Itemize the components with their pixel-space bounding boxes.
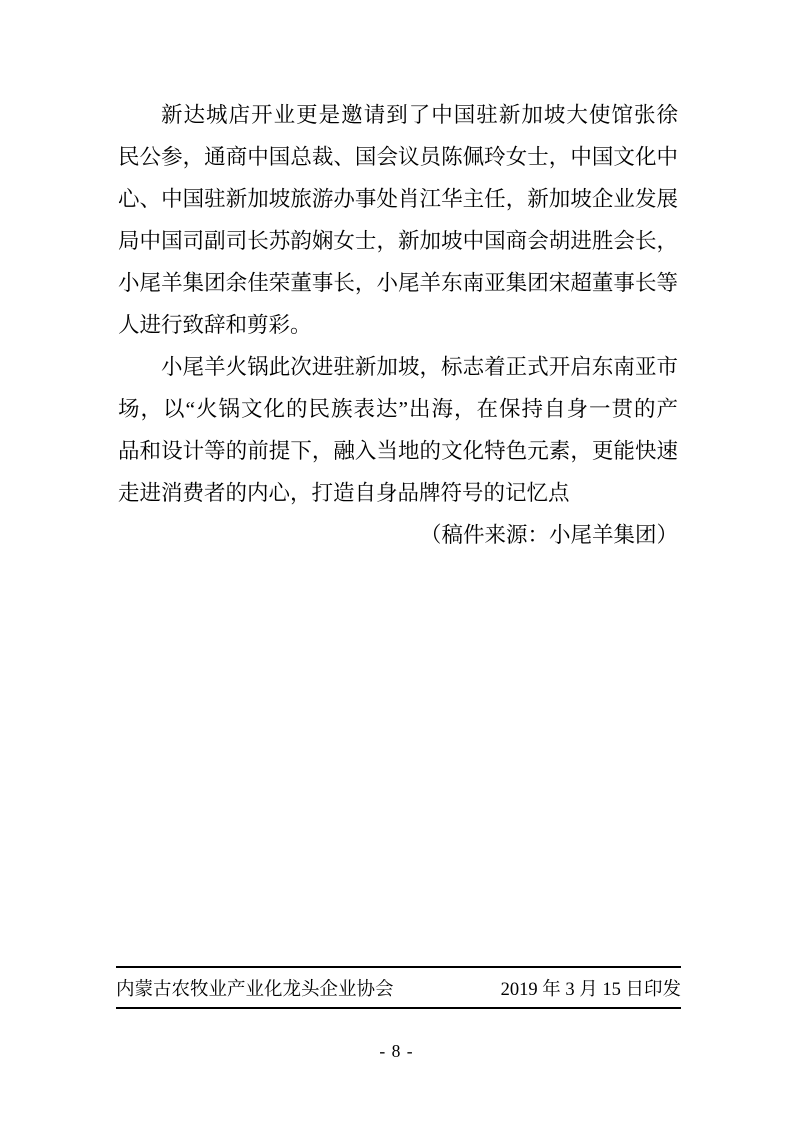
paragraph-line: 民公参，通商中国总裁、国会议员陈佩玲女士，中国文化中 <box>118 145 678 169</box>
paragraph-opening-ceremony <box>118 94 678 346</box>
paragraph-line: 场，以“火锅文化的民族表达”出海，在保持自身一贯的产 <box>118 397 678 421</box>
paragraph-line: 小尾羊集团余佳荣董事长，小尾羊东南亚集团宋超董事长等 <box>118 271 678 295</box>
colophon-footer <box>116 966 681 1009</box>
page-number: - 8 - <box>379 1041 414 1061</box>
issuer-name: 内蒙古农牧业产业化龙头企业协会 <box>116 979 394 1000</box>
paragraph-line: 走进消费者的内心，打造自身品牌符号的记忆点 <box>118 481 570 505</box>
paragraph-line: 局中国司副司长苏韵娴女士，新加坡中国商会胡进胜会长， <box>118 229 678 253</box>
paragraph-market-entry <box>118 346 678 514</box>
paragraph-line: 新达城店开业更是邀请到了中国驻新加坡大使馆张徐 <box>161 103 678 127</box>
paragraph-line: 品和设计等的前提下，融入当地的文化特色元素，更能快速 <box>118 439 678 463</box>
paragraph-line: 心、中国驻新加坡旅游办事处肖江华主任，新加坡企业发展 <box>118 187 678 211</box>
source-attribution: （稿件来源：小尾羊集团） <box>419 523 678 547</box>
document-body <box>118 94 678 556</box>
paragraph-line: 小尾羊火锅此次进驻新加坡，标志着正式开启东南亚市 <box>161 355 678 379</box>
print-date: 2019 年 3 月 15 日印发 <box>500 979 681 1000</box>
paragraph-line: 人进行致辞和剪彩。 <box>118 313 312 337</box>
